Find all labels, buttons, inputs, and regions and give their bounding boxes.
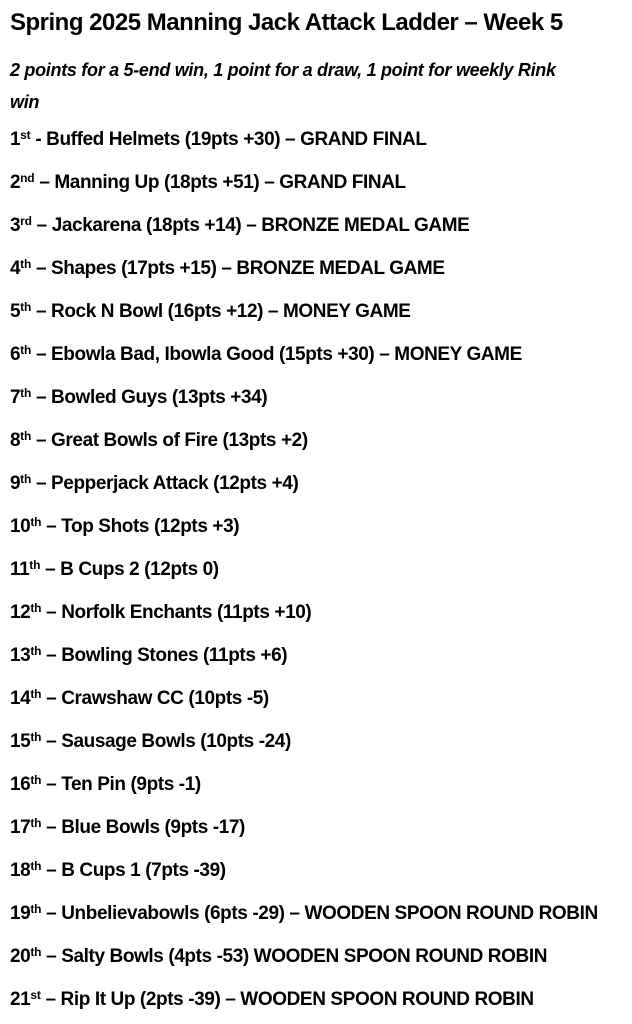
entry-text: – Sausage Bowls (10pts -24) [41, 731, 291, 752]
rank-number: 10 [10, 516, 31, 537]
entry-text: – Norfolk Enchants (11pts +10) [41, 602, 312, 623]
rank-ordinal-suffix: th [30, 859, 42, 873]
ladder-entry [10, 431, 622, 451]
entry-text: – Shapes (17pts +15) – BRONZE MEDAL GAME [31, 258, 445, 279]
entry-text: – Rock N Bowl (16pts +12) – MONEY GAME [31, 301, 411, 322]
ladder-entry [10, 302, 622, 322]
rank-ordinal-suffix: th [30, 945, 42, 959]
rank-ordinal-suffix: th [30, 773, 42, 787]
entry-text: – Ebowla Bad, Ibowla Good (15pts +30) – MONEY GAME [31, 344, 522, 365]
rank-ordinal-suffix: th [30, 816, 42, 830]
entry-text: – B Cups 2 (12pts 0) [40, 559, 219, 580]
rank-number: 15 [10, 731, 31, 752]
rank-ordinal-suffix: th [30, 730, 42, 744]
rank-number: 3 [10, 215, 21, 236]
entry-text: – Salty Bowls (4pts -53) WOODEN SPOON ROUND ROBIN [41, 946, 548, 967]
ladder-entry [10, 259, 622, 279]
rank-number: 12 [10, 602, 31, 623]
ladder-entry [10, 603, 622, 623]
rank-number: 1 [10, 129, 21, 150]
entry-text: – Blue Bowls (9pts -17) [41, 817, 245, 838]
entry-text: – Manning Up (18pts +51) – GRAND FINAL [34, 172, 406, 193]
entry-text: – Bowling Stones (11pts +6) [41, 645, 288, 666]
ladder-list [10, 130, 622, 1010]
entry-text: – Ten Pin (9pts -1) [41, 774, 201, 795]
rank-number: 18 [10, 860, 31, 881]
ladder-entry [10, 861, 622, 881]
entry-text: – B Cups 1 (7pts -39) [41, 860, 226, 881]
rank-ordinal-suffix: th [30, 515, 42, 529]
rank-ordinal-suffix: th [20, 343, 32, 357]
rank-number: 9 [10, 473, 21, 494]
entry-text: – Jackarena (18pts +14) – BRONZE MEDAL GAME [31, 215, 470, 236]
ladder-entry [10, 646, 622, 666]
rank-ordinal-suffix: th [29, 558, 41, 572]
scoring-note-line-2: win [10, 92, 40, 112]
ladder-entry [10, 517, 622, 537]
ladder-entry [10, 474, 622, 494]
ladder-entry [10, 732, 622, 752]
rank-ordinal-suffix: th [30, 687, 42, 701]
rank-ordinal-suffix: th [30, 902, 42, 916]
rank-ordinal-suffix: st [20, 128, 31, 142]
rank-number: 2 [10, 172, 21, 193]
rank-ordinal-suffix: st [30, 988, 41, 1002]
entry-text: – Unbelievabowls (6pts -29) – WOODEN SPOON ROUND ROBIN [41, 903, 598, 924]
rank-number: 21 [10, 989, 31, 1010]
ladder-entry [10, 947, 622, 967]
ladder-entry [10, 775, 622, 795]
entry-text: – Bowled Guys (13pts +34) [31, 387, 268, 408]
rank-number: 13 [10, 645, 31, 666]
rank-number: 8 [10, 430, 21, 451]
ladder-entry [10, 904, 622, 924]
rank-ordinal-suffix: th [20, 429, 32, 443]
rank-number: 16 [10, 774, 31, 795]
entry-text: – Top Shots (12pts +3) [41, 516, 240, 537]
scoring-note [10, 54, 622, 118]
rank-number: 20 [10, 946, 31, 967]
page-title: Spring 2025 Manning Jack Attack Ladder – Week 5 [10, 9, 563, 36]
rank-number: 5 [10, 301, 21, 322]
rank-number: 6 [10, 344, 21, 365]
rank-number: 11 [10, 559, 30, 580]
rank-number: 17 [10, 817, 31, 838]
entry-text: – Great Bowls of Fire (13pts +2) [31, 430, 308, 451]
entry-text: - Buffed Helmets (19pts +30) – GRAND FINAL [30, 129, 427, 150]
ladder-entry [10, 689, 622, 709]
ladder-entry [10, 345, 622, 365]
rank-ordinal-suffix: th [20, 472, 32, 486]
ladder-entry [10, 130, 622, 150]
rank-ordinal-suffix: nd [20, 171, 35, 185]
ladder-entry [10, 216, 622, 236]
rank-number: 19 [10, 903, 31, 924]
rank-ordinal-suffix: th [30, 644, 42, 658]
rank-ordinal-suffix: th [20, 386, 32, 400]
rank-ordinal-suffix: rd [20, 214, 32, 228]
entry-text: – Rip It Up (2pts -39) – WOODEN SPOON ROUND ROBIN [40, 989, 534, 1010]
ladder-entry [10, 990, 622, 1010]
rank-ordinal-suffix: th [30, 601, 42, 615]
rank-number: 4 [10, 258, 21, 279]
rank-ordinal-suffix: th [20, 257, 32, 271]
rank-ordinal-suffix: th [20, 300, 32, 314]
rank-number: 7 [10, 387, 21, 408]
scoring-note-line-1: 2 points for a 5-end win, 1 point for a draw, 1 point for weekly Rink [10, 60, 556, 80]
entry-text: – Pepperjack Attack (12pts +4) [31, 473, 299, 494]
ladder-entry [10, 173, 622, 193]
ladder-entry [10, 818, 622, 838]
ladder-entry [10, 388, 622, 408]
rank-number: 14 [10, 688, 31, 709]
entry-text: – Crawshaw CC (10pts -5) [41, 688, 269, 709]
ladder-entry [10, 560, 622, 580]
